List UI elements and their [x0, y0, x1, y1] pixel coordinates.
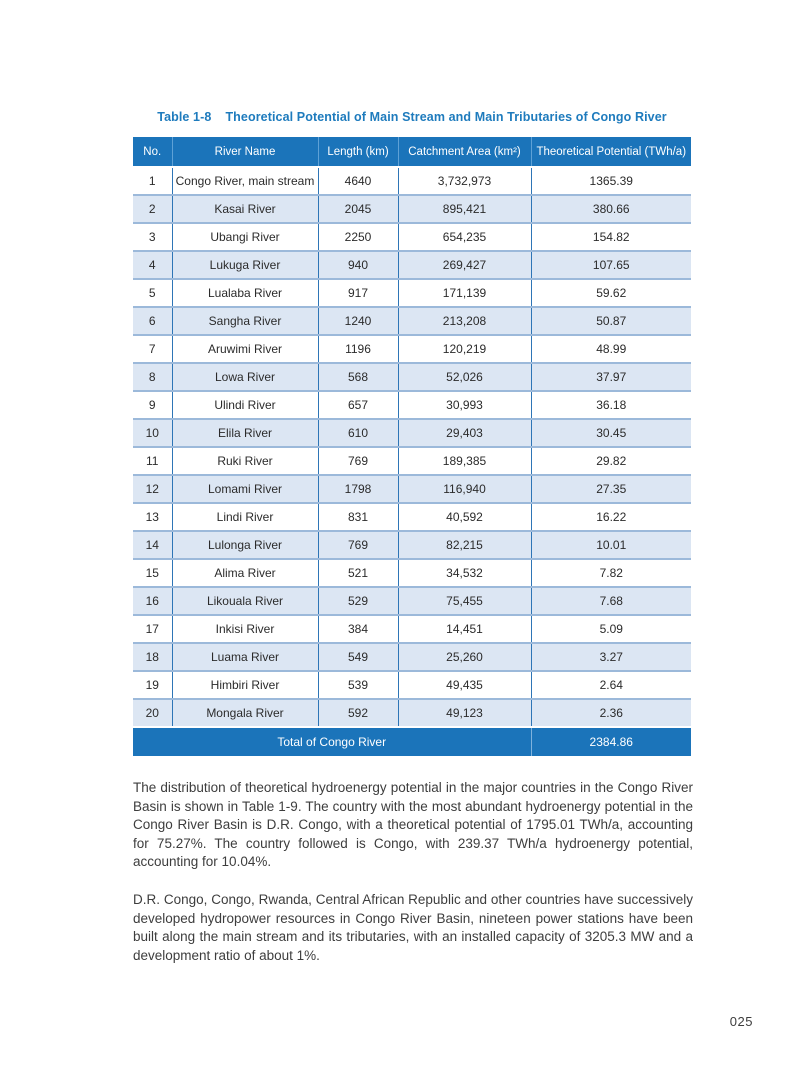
table-cell: 14	[133, 531, 172, 559]
table-cell: 34,532	[398, 559, 531, 587]
table-row	[133, 503, 691, 531]
table-cell: 20	[133, 699, 172, 727]
table-cell: 568	[318, 363, 398, 391]
table-row	[133, 531, 691, 559]
table-cell: Aruwimi River	[172, 335, 318, 363]
table-cell: Ulindi River	[172, 391, 318, 419]
rivers-table	[133, 137, 691, 756]
header-row	[133, 137, 691, 167]
table-cell: 12	[133, 475, 172, 503]
total-label: Total of Congo River	[133, 727, 531, 756]
table-cell: 769	[318, 531, 398, 559]
table-cell: 27.35	[531, 475, 691, 503]
table-cell: 120,219	[398, 335, 531, 363]
table-row	[133, 363, 691, 391]
table-cell: 529	[318, 587, 398, 615]
table-cell: Lualaba River	[172, 279, 318, 307]
table-cell: 6	[133, 307, 172, 335]
table-cell: Likouala River	[172, 587, 318, 615]
table-cell: 36.18	[531, 391, 691, 419]
table-cell: 4640	[318, 167, 398, 195]
page-number: 025	[729, 1014, 753, 1029]
table-cell: 154.82	[531, 223, 691, 251]
column-header: Catchment Area (km²)	[398, 137, 531, 167]
table-cell: Congo River, main stream	[172, 167, 318, 195]
table-cell: 2	[133, 195, 172, 223]
table-body	[133, 167, 691, 727]
table-header	[133, 137, 691, 167]
table-cell: 14,451	[398, 615, 531, 643]
table-cell: 40,592	[398, 503, 531, 531]
table-cell: 5.09	[531, 615, 691, 643]
table-cell: Mongala River	[172, 699, 318, 727]
table-cell: 2.64	[531, 671, 691, 699]
table-cell: 654,235	[398, 223, 531, 251]
table-cell: 657	[318, 391, 398, 419]
table-cell: 30,993	[398, 391, 531, 419]
table-cell: 52,026	[398, 363, 531, 391]
table-cell: 10.01	[531, 531, 691, 559]
table-cell: 3	[133, 223, 172, 251]
table-row	[133, 671, 691, 699]
document-page	[133, 110, 691, 965]
table-cell: 189,385	[398, 447, 531, 475]
table-cell: Alima River	[172, 559, 318, 587]
table-cell: 1	[133, 167, 172, 195]
table-cell: 15	[133, 559, 172, 587]
table-cell: 116,940	[398, 475, 531, 503]
table-cell: 7.68	[531, 587, 691, 615]
table-cell: 549	[318, 643, 398, 671]
table-row	[133, 167, 691, 195]
table-row	[133, 587, 691, 615]
table-row	[133, 279, 691, 307]
table-cell: 25,260	[398, 643, 531, 671]
table-cell: 1240	[318, 307, 398, 335]
table-cell: 9	[133, 391, 172, 419]
table-cell: 940	[318, 251, 398, 279]
table-cell: Himbiri River	[172, 671, 318, 699]
table-footer	[133, 727, 691, 756]
table-cell: 831	[318, 503, 398, 531]
table-cell: 49,123	[398, 699, 531, 727]
table-row	[133, 419, 691, 447]
table-cell: 16.22	[531, 503, 691, 531]
table-cell: 29.82	[531, 447, 691, 475]
table-cell: Ubangi River	[172, 223, 318, 251]
table-row	[133, 615, 691, 643]
table-row	[133, 307, 691, 335]
table-cell: Lowa River	[172, 363, 318, 391]
table-cell: 592	[318, 699, 398, 727]
table-cell: Elila River	[172, 419, 318, 447]
table-cell: 3.27	[531, 643, 691, 671]
table-cell: 1365.39	[531, 167, 691, 195]
table-cell: 11	[133, 447, 172, 475]
table-cell: 75,455	[398, 587, 531, 615]
table-cell: 384	[318, 615, 398, 643]
table-cell: 18	[133, 643, 172, 671]
table-cell: Lulonga River	[172, 531, 318, 559]
table-cell: Inkisi River	[172, 615, 318, 643]
column-header: Length (km)	[318, 137, 398, 167]
table-cell: 30.45	[531, 419, 691, 447]
table-cell: 895,421	[398, 195, 531, 223]
body-text	[133, 779, 693, 965]
table-cell: Sangha River	[172, 307, 318, 335]
table-cell: 107.65	[531, 251, 691, 279]
table-cell: Kasai River	[172, 195, 318, 223]
table-cell: 8	[133, 363, 172, 391]
total-row	[133, 727, 691, 756]
table-cell: 48.99	[531, 335, 691, 363]
table-title	[133, 110, 691, 124]
table-cell: Lindi River	[172, 503, 318, 531]
table-cell: 19	[133, 671, 172, 699]
table-cell: 171,139	[398, 279, 531, 307]
table-cell: 13	[133, 503, 172, 531]
table-cell: 7	[133, 335, 172, 363]
paragraph-hydroenergy-distribution: The distribution of theoretical hydroenergy potential in the major countries in the Congo River Basin is shown in Table 1-9. The country with the most abundant hydroenergy potential in the Congo River Basin is D.R. Congo, with a theoretical potential of 1795.01 TWh/a, accounting for 75.27%. The country followed is Congo, with 239.37 TWh/a hydroenergy potential, accounting for 10.04%.	[133, 780, 693, 870]
table-cell: Ruki River	[172, 447, 318, 475]
column-header: Theoretical Potential (TWh/a)	[531, 137, 691, 167]
table-cell: 917	[318, 279, 398, 307]
table-cell: 380.66	[531, 195, 691, 223]
table-row	[133, 195, 691, 223]
table-cell: 49,435	[398, 671, 531, 699]
table-cell: 2045	[318, 195, 398, 223]
table-row	[133, 223, 691, 251]
table-cell: 2.36	[531, 699, 691, 727]
table-cell: 769	[318, 447, 398, 475]
table-cell: 82,215	[398, 531, 531, 559]
table-cell: 29,403	[398, 419, 531, 447]
table-cell: 539	[318, 671, 398, 699]
table-cell: 37.97	[531, 363, 691, 391]
paragraph-development-status: D.R. Congo, Congo, Rwanda, Central African Republic and other countries have successively developed hydropower resources in Congo River Basin, nineteen power stations have been built along the main stream and its tributaries, with an installed capacity of 3205.3 MW and a development ratio of about 1%.	[133, 891, 693, 963]
total-value: 2384.86	[531, 727, 691, 756]
table-row	[133, 699, 691, 727]
table-cell: 5	[133, 279, 172, 307]
table-cell: 213,208	[398, 307, 531, 335]
table-cell: Lukuga River	[172, 251, 318, 279]
table-title-text: Theoretical Potential of Main Stream and Main Tributaries of Congo River	[225, 110, 667, 124]
table-cell: 3,732,973	[398, 167, 531, 195]
table-cell: 2250	[318, 223, 398, 251]
table-row	[133, 391, 691, 419]
table-cell: 10	[133, 419, 172, 447]
table-cell: 59.62	[531, 279, 691, 307]
table-number-label: Table 1-8	[157, 110, 212, 124]
table-cell: 610	[318, 419, 398, 447]
table-row	[133, 447, 691, 475]
table-cell: 7.82	[531, 559, 691, 587]
table-cell: 269,427	[398, 251, 531, 279]
table-cell: 50.87	[531, 307, 691, 335]
column-header: No.	[133, 137, 172, 167]
table-cell: 521	[318, 559, 398, 587]
table-row	[133, 335, 691, 363]
table-cell: 17	[133, 615, 172, 643]
table-row	[133, 643, 691, 671]
table-cell: Luama River	[172, 643, 318, 671]
table-cell: 4	[133, 251, 172, 279]
table-row	[133, 475, 691, 503]
table-cell: 16	[133, 587, 172, 615]
column-header: River Name	[172, 137, 318, 167]
table-cell: 1798	[318, 475, 398, 503]
table-row	[133, 559, 691, 587]
table-cell: 1196	[318, 335, 398, 363]
table-row	[133, 251, 691, 279]
table-cell: Lomami River	[172, 475, 318, 503]
